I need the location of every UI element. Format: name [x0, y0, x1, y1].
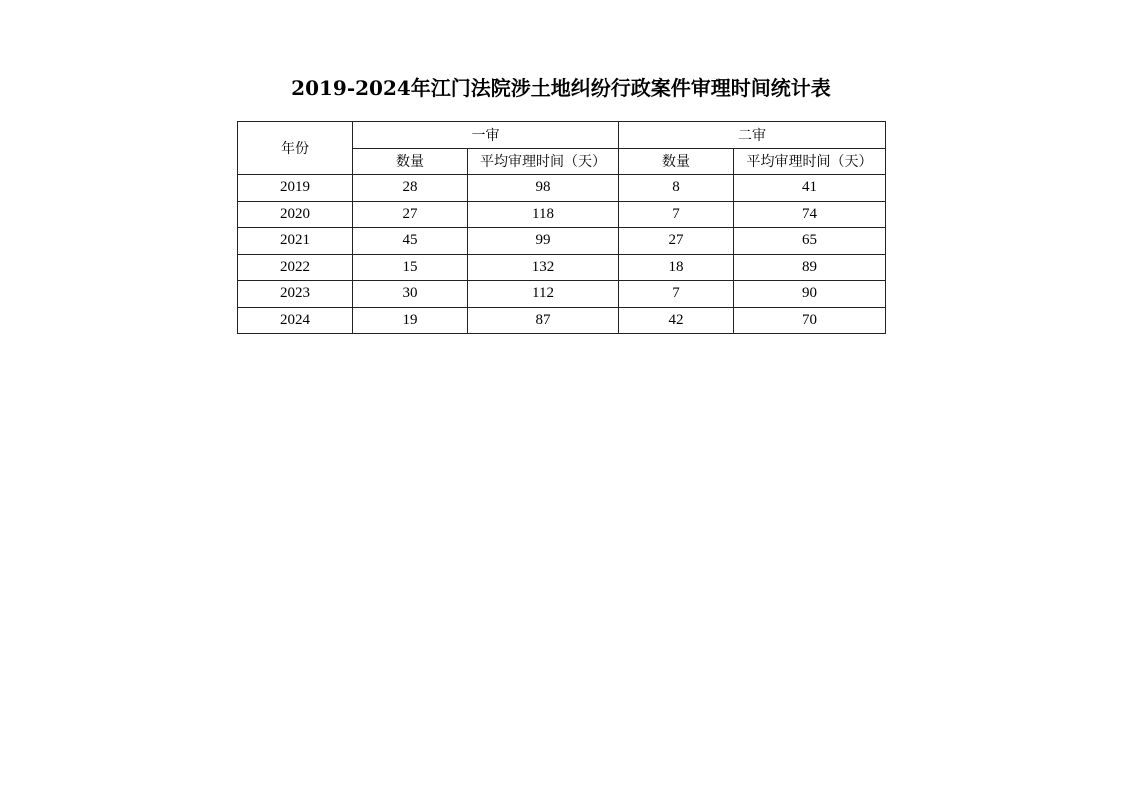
cell-first-avg: 98 — [468, 175, 619, 202]
cell-second-count: 7 — [619, 201, 734, 228]
cell-first-count: 28 — [353, 175, 468, 202]
cell-first-avg: 87 — [468, 307, 619, 334]
cell-year: 2022 — [238, 254, 353, 281]
cell-second-avg: 74 — [734, 201, 886, 228]
cell-year: 2023 — [238, 281, 353, 308]
cell-first-count: 19 — [353, 307, 468, 334]
cell-year: 2020 — [238, 201, 353, 228]
cell-second-avg: 65 — [734, 228, 886, 255]
cell-first-avg: 112 — [468, 281, 619, 308]
cell-second-count: 42 — [619, 307, 734, 334]
header-first-count: 数量 — [353, 148, 468, 175]
table-row — [238, 254, 886, 281]
header-first-instance: 一审 — [353, 122, 619, 149]
header-year: 年份 — [238, 122, 353, 175]
cell-second-avg: 90 — [734, 281, 886, 308]
statistics-table — [237, 121, 886, 334]
table-row — [238, 281, 886, 308]
table-row — [238, 307, 886, 334]
cell-first-avg: 132 — [468, 254, 619, 281]
cell-year: 2024 — [238, 307, 353, 334]
table-row — [238, 201, 886, 228]
cell-first-count: 30 — [353, 281, 468, 308]
cell-first-count: 45 — [353, 228, 468, 255]
header-second-count: 数量 — [619, 148, 734, 175]
cell-first-avg: 99 — [468, 228, 619, 255]
table-row — [238, 228, 886, 255]
header-second-avg-time: 平均审理时间（天） — [734, 148, 886, 175]
cell-first-avg: 118 — [468, 201, 619, 228]
cell-second-count: 18 — [619, 254, 734, 281]
cell-second-avg: 89 — [734, 254, 886, 281]
cell-second-count: 7 — [619, 281, 734, 308]
cell-second-count: 8 — [619, 175, 734, 202]
cell-year: 2019 — [238, 175, 353, 202]
header-first-avg-time: 平均审理时间（天） — [468, 148, 619, 175]
cell-second-avg: 41 — [734, 175, 886, 202]
header-row-top — [238, 122, 886, 149]
table-row — [238, 175, 886, 202]
header-second-instance: 二审 — [619, 122, 886, 149]
table-title: 2019-2024年江门法院涉土地纠纷行政案件审理时间统计表 — [291, 76, 831, 100]
cell-first-count: 27 — [353, 201, 468, 228]
cell-second-count: 27 — [619, 228, 734, 255]
cell-first-count: 15 — [353, 254, 468, 281]
cell-year: 2021 — [238, 228, 353, 255]
cell-second-avg: 70 — [734, 307, 886, 334]
